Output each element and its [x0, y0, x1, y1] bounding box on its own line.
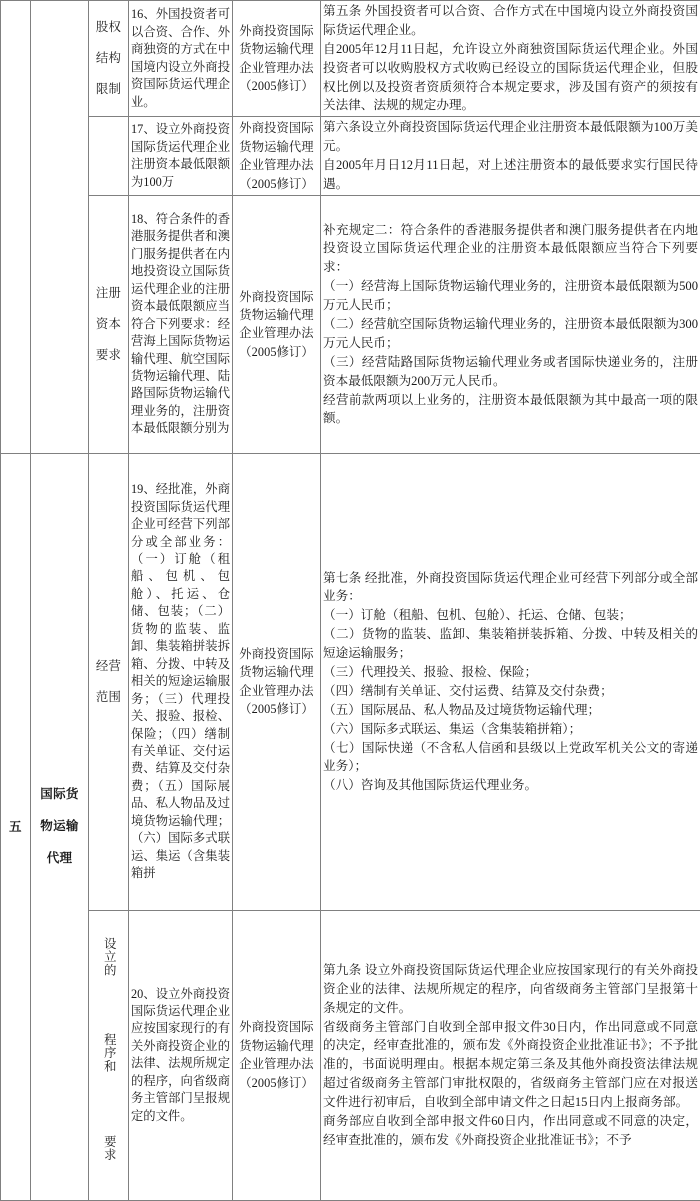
item-content-18: 18、符合条件的香港服务提供者和澳门服务提供者在内地投资设立国际货运代理企业的注册资本最低限额应当符合下列要求：经营海上国际货物运输代理、航空国际货物运输代理、陆路国际货物运输代理业务的，注册资本最低限额分别为: [129, 195, 233, 453]
law-name-line: （2005修订）: [235, 343, 318, 361]
clause-paragraph: （八）咨询及其他国际货运代理业务。: [323, 776, 698, 795]
clause-paragraph: 省级商务主管部门自收到全部申报文件30日内，作出同意或不同意的决定，经审查批准的，颁布发《外商投资企业批准证书》；不予批准的，书面说明理由。根据本规定第三条及其他外商投资法律法规超过省级商务主管部门审批权限的，省级商务主管部门应在对报送文件进行初审后，自收到全部申请文件之日起15日内上报商务部。: [323, 1018, 698, 1112]
law-name-line: 企业管理办法: [235, 1055, 318, 1073]
clause-content-19: [321, 453, 700, 910]
clause-paragraph: （三）代理投关、报验、报检、保险；: [323, 663, 698, 682]
sub-name-cell-17: [89, 117, 129, 196]
sub-name-line: 注册: [91, 284, 126, 303]
law-name-19: [233, 453, 321, 910]
law-name-line: （2005修订）: [235, 77, 318, 95]
item-content-20: 20、设立外商投资国际货运代理企业应按国家现行的有关外商投资企业的法律、法规所规定的程序，向省级商务主管部门呈报规定的文件。: [129, 910, 233, 1200]
clause-paragraph: （二）货物的监装、监卸、集装箱拼装拆箱、分拨、中转及相关的短途运输服务；: [323, 625, 698, 663]
clause-paragraph: 第六条设立外商投资国际货运代理企业注册资本最低限额为100万美元。: [323, 118, 698, 156]
law-name-18: [233, 195, 321, 453]
law-name-line: 外商投资国际: [235, 1018, 318, 1036]
law-name-line: 外商投资国际: [235, 22, 318, 40]
sub-name-vert-line: 要求: [99, 1103, 119, 1193]
law-name-line: 货物运输代理: [235, 306, 318, 324]
table-row: [1, 117, 700, 196]
clause-content-17: [321, 117, 700, 196]
table-row: [1, 1, 700, 117]
clause-paragraph: 自2005年12月11日起，允许设立外商独资国际货运代理企业。外国投资者可以收购股权方式收购已经设立的国际货运代理企业，但股权比例以及投资者资质须符合本规定要求，涉及国有资产的须按有关法律、法规的规定办理。: [323, 40, 698, 116]
law-name-line: 外商投资国际: [235, 288, 318, 306]
table-row: [1, 910, 700, 1200]
sub-name-line: 股权: [91, 18, 126, 37]
clause-paragraph: 商务部应自收到全部申报文件60日内，作出同意或不同意的决定，经审查批准的，颁布发《外商投资企业批准证书》；不予: [323, 1112, 698, 1150]
law-name-line: 企业管理办法: [235, 156, 318, 174]
law-name-16: [233, 1, 321, 117]
law-name-line: （2005修订）: [235, 175, 318, 193]
category-name-line: 代理: [33, 849, 86, 868]
law-name-line: （2005修订）: [235, 700, 318, 718]
sub-name-vert-line: 设立的: [99, 912, 119, 1002]
clause-paragraph: 经营前款两项以上业务的，注册资本最低限额为其中最高一项的限额。: [323, 391, 698, 429]
law-name-20: [233, 910, 321, 1200]
law-name-line: 企业管理办法: [235, 682, 318, 700]
clause-paragraph: （一）经营海上国际货物运输代理业务的，注册资本最低限额为500万元人民币；: [323, 277, 698, 315]
clause-paragraph: （六）国际多式联运、集运（含集装箱拼箱）；: [323, 720, 698, 739]
sub-name-line: 资本: [91, 315, 126, 334]
sub-name-business-scope: [89, 453, 129, 910]
sub-name-vert-line: 程序和: [99, 1008, 119, 1098]
category-name-line: 物运输: [33, 817, 86, 836]
sub-name-line: 结构: [91, 49, 126, 68]
sub-name-registered-capital: [89, 195, 129, 453]
law-name-line: （2005修订）: [235, 1074, 318, 1092]
clause-paragraph: （三）经营陆路国际货物运输代理业务或者国际快递业务的，注册资本最低限额为200万元人民币。: [323, 353, 698, 391]
table-row: [1, 195, 700, 453]
sub-name-equity-structure: [89, 1, 129, 117]
category-name-cell-top: [31, 1, 89, 454]
clause-paragraph: （五）国际展品、私人物品及过境货物运输代理；: [323, 701, 698, 720]
clause-paragraph: （七）国际快递（不含私人信函和县级以上党政军机关公文的寄递业务）；: [323, 739, 698, 777]
clause-paragraph: 补充规定二：符合条件的香港服务提供者和澳门服务提供者在内地投资设立国际货运代理企业的注册资本最低限额应当符合下列要求：: [323, 221, 698, 278]
sub-name-line: 经营: [91, 657, 126, 676]
sub-name-line: 限制: [91, 80, 126, 99]
category-number-cell-top: [1, 1, 31, 454]
law-name-line: 企业管理办法: [235, 324, 318, 342]
item-content-16: 16、外国投资者可以合资、合作、外商独资的方式在中国境内设立外商投资国际货运代理企业。: [129, 1, 233, 117]
law-name-line: 货物运输代理: [235, 663, 318, 681]
law-name-line: 企业管理办法: [235, 59, 318, 77]
law-name-line: 货物运输代理: [235, 138, 318, 156]
law-name-line: 货物运输代理: [235, 40, 318, 58]
clause-content-18: [321, 195, 700, 453]
clause-paragraph: 第五条 外国投资者可以合资、合作方式在中国境内设立外商投资国际货运代理企业。: [323, 2, 698, 40]
clause-paragraph: （一）订舱（租船、包机、包舱）、托运、仓储、包装；: [323, 606, 698, 625]
category-name-freight-forwarding: [31, 453, 89, 1200]
law-name-line: 外商投资国际: [235, 119, 318, 137]
table-row: [1, 453, 700, 910]
clause-paragraph: （四）缮制有关单证、交付运费、结算及交付杂费；: [323, 682, 698, 701]
sub-name-establishment-procedure: [89, 910, 129, 1200]
clause-paragraph: 第七条 经批准，外商投资国际货运代理企业可经营下列部分或全部业务：: [323, 569, 698, 607]
law-name-17: [233, 117, 321, 196]
item-content-17: 17、设立外商投资国际货运代理企业注册资本最低限额为100万: [129, 117, 233, 196]
category-number-5: 五: [1, 453, 31, 1200]
clause-paragraph: （二）经营航空国际货物运输代理业务的，注册资本最低限额为300万元人民币；: [323, 315, 698, 353]
category-name-line: 国际货: [33, 785, 86, 804]
sub-name-line: 范围: [91, 688, 126, 707]
clause-paragraph: 自2005年月日12月11日起，对上述注册资本的最低要求实行国民待遇。: [323, 156, 698, 194]
law-name-line: 货物运输代理: [235, 1037, 318, 1055]
clause-content-16: [321, 1, 700, 117]
clause-paragraph: 第九条 设立外商投资国际货运代理企业应按国家现行的有关外商投资企业的法律、法规所规定的程序，向省级商务主管部门呈报第十条规定的文件。: [323, 961, 698, 1018]
sub-name-line: 要求: [91, 346, 126, 365]
clause-content-20: [321, 910, 700, 1200]
law-name-line: 外商投资国际: [235, 645, 318, 663]
item-content-19: 19、经批准，外商投资国际货运代理企业可经营下列部分或全部业务：（一）订舱（租船、包机、包舱）、托运、仓储、包装；（二）货物的监装、监卸、集装箱拼装拆箱、分拨、中转及相关的短途运输服务；（三）代理投关、报验、报检、保险；（四）缮制有关单证、交付运费、结算及交付杂费；（五）国际展品、私人物品及过境货物运输代理；（六）国际多式联运、集运（含集装箱拼: [129, 453, 233, 910]
